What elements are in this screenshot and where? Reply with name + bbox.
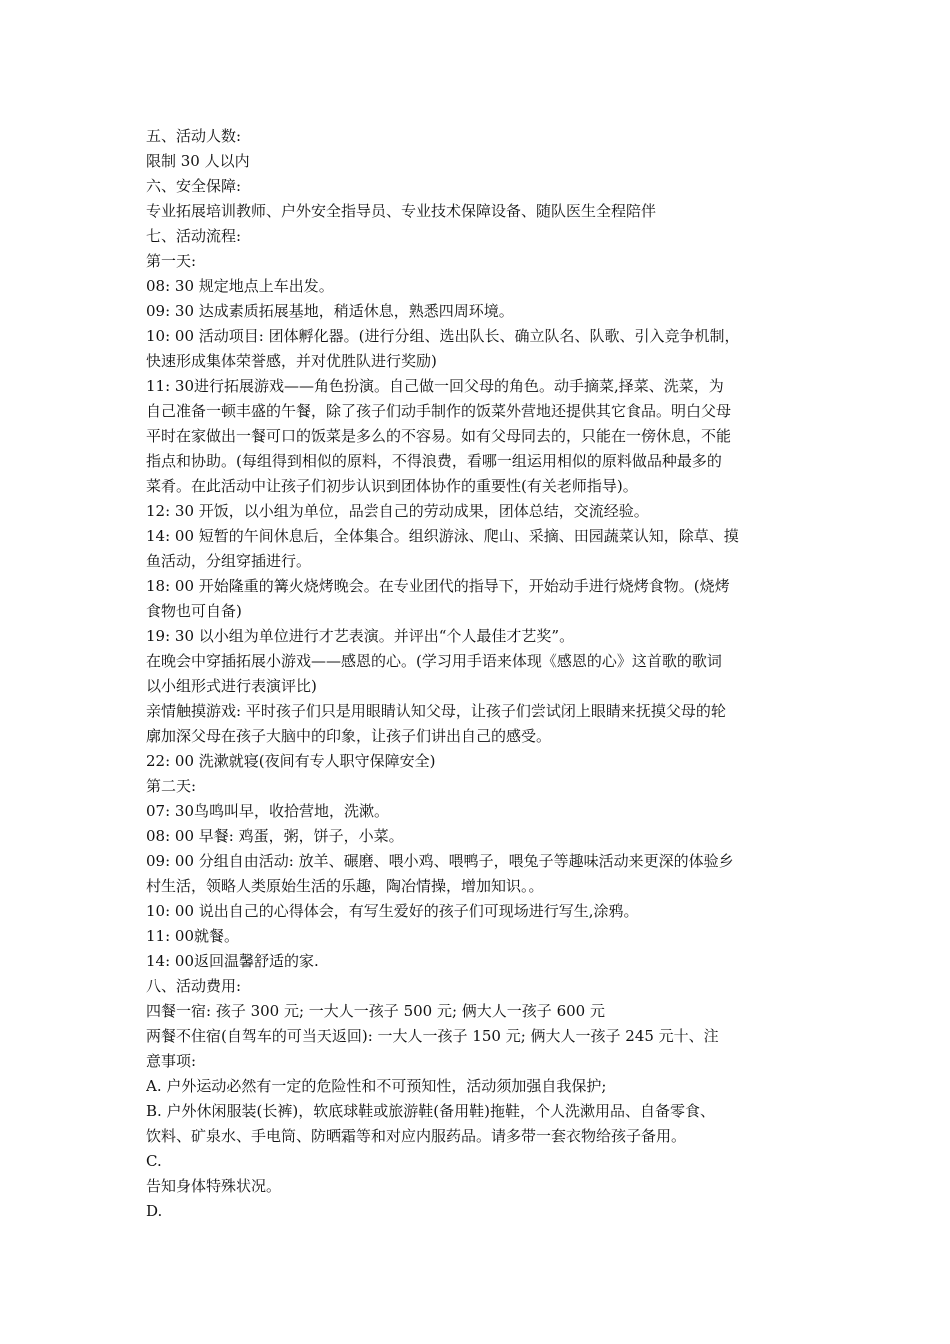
text-line: 亲情触摸游戏: 平时孩子们只是用眼睛认知父母，让孩子们尝试闭上眼睛来抚摸父母的轮 (146, 702, 726, 720)
schedule-item: 14: 00返回温馨舒适的家. (146, 952, 319, 970)
notice-item: D. (146, 1202, 163, 1220)
text-line: 饮料、矿泉水、手电筒、防晒霜等和对应内服药品。请多带一套衣物给孩子备用。 (146, 1127, 687, 1145)
day-heading: 第二天: (146, 777, 197, 795)
schedule-item: 08: 30 规定地点上车出发。 (146, 277, 334, 295)
section-heading-fees: 八、活动费用: (146, 977, 242, 995)
schedule-item: 11: 30进行拓展游戏——角色扮演。自己做一回父母的角色。动手摘菜,择菜、洗菜，为 (146, 377, 724, 395)
fee-item: 两餐不住宿(自驾车的可当天返回): 一大人一孩子 150 元; 俩大人一孩子 245 元十、注 (146, 1027, 719, 1045)
schedule-item: 09: 30 达成素质拓展基地，稍适休息，熟悉四周环境。 (146, 302, 514, 320)
text-line: 快速形成集体荣誉感，并对优胜队进行奖励) (146, 352, 437, 370)
day-heading: 第一天: (146, 252, 197, 270)
text-line: 村生活，领略人类原始生活的乐趣，陶冶情操，增加知识。。 (146, 877, 544, 895)
section-heading-participants: 五、活动人数: (146, 127, 242, 145)
schedule-item: 08: 00 早餐: 鸡蛋，粥，饼子，小菜。 (146, 827, 404, 845)
notice-item: B. 户外休闲服装(长裤)，软底球鞋或旅游鞋(备用鞋)拖鞋，个人洗漱用品、自备零食、 (146, 1102, 715, 1120)
text-line: 廓加深父母在孩子大脑中的印象，让孩子们讲出自己的感受。 (146, 727, 552, 745)
schedule-item: 11: 00就餐。 (146, 927, 239, 945)
text-line: 鱼活动，分组穿插进行。 (146, 552, 312, 570)
text-line: 在晚会中穿插拓展小游戏——感恩的心。(学习用手语来体现《感恩的心》这首歌的歌词 (146, 652, 722, 670)
notice-item: A. 户外运动必然有一定的危险性和不可预知性，活动须加强自我保护; (146, 1077, 607, 1095)
text-line: 专业拓展培训教师、户外安全指导员、专业技术保障设备、随队医生全程陪伴 (146, 202, 657, 220)
schedule-item: 22: 00 洗漱就寝(夜间有专人职守保障安全) (146, 752, 436, 770)
schedule-item: 10: 00 活动项目: 团体孵化器。(进行分组、选出队长、确立队名、队歌、引入竞争机制， (146, 327, 740, 345)
schedule-item: 18: 00 开始隆重的篝火烧烤晚会。在专业团代的指导下，开始动手进行烧烤食物。(烧烤 (146, 577, 730, 595)
text-line: 菜肴。在此活动中让孩子们初步认识到团体协作的重要性(有关老师指导)。 (146, 477, 638, 495)
section-heading-safety: 六、安全保障: (146, 177, 242, 195)
schedule-item: 12: 30 开饭，以小组为单位，品尝自己的劳动成果，团体总结，交流经验。 (146, 502, 649, 520)
document-page (146, 124, 818, 1224)
schedule-item: 14: 00 短暂的午间休息后，全体集合。组织游泳、爬山、采摘、田园蔬菜认知，除草、摸 (146, 527, 739, 545)
text-line: 自己准备一顿丰盛的午餐，除了孩子们动手制作的饭菜外营地还提供其它食品。明白父母 (146, 402, 732, 420)
text-line: 意事项: (146, 1052, 197, 1070)
text-line: 平时在家做出一餐可口的饭菜是多么的不容易。如有父母同去的，只能在一傍休息，不能 (146, 427, 732, 445)
schedule-item: 10: 00 说出自己的心得体会，有写生爱好的孩子们可现场进行写生,涂鸦。 (146, 902, 639, 920)
text-line: 限制 30 人以内 (146, 152, 250, 170)
text-line: 食物也可自备) (146, 602, 242, 620)
fee-item: 四餐一宿: 孩子 300 元; 一大人一孩子 500 元; 俩大人一孩子 600 元 (146, 1002, 605, 1020)
text-line: 告知身体特殊状况。 (146, 1177, 282, 1195)
schedule-item: 09: 00 分组自由活动: 放羊、碾磨、喂小鸡、喂鸭子，喂兔子等趣味活动来更深的体验乡 (146, 852, 734, 870)
notice-item: C. (146, 1152, 162, 1170)
section-heading-schedule: 七、活动流程: (146, 227, 242, 245)
schedule-item: 07: 30鸟鸣叫早，收拾营地，洗漱。 (146, 802, 389, 820)
text-line: 指点和协助。(每组得到相似的原料，不得浪费，看哪一组运用相似的原料做品种最多的 (146, 452, 722, 470)
text-line: 以小组形式进行表演评比) (146, 677, 317, 695)
schedule-item: 19: 30 以小组为单位进行才艺表演。并评出“个人最佳才艺奖”。 (146, 627, 575, 645)
